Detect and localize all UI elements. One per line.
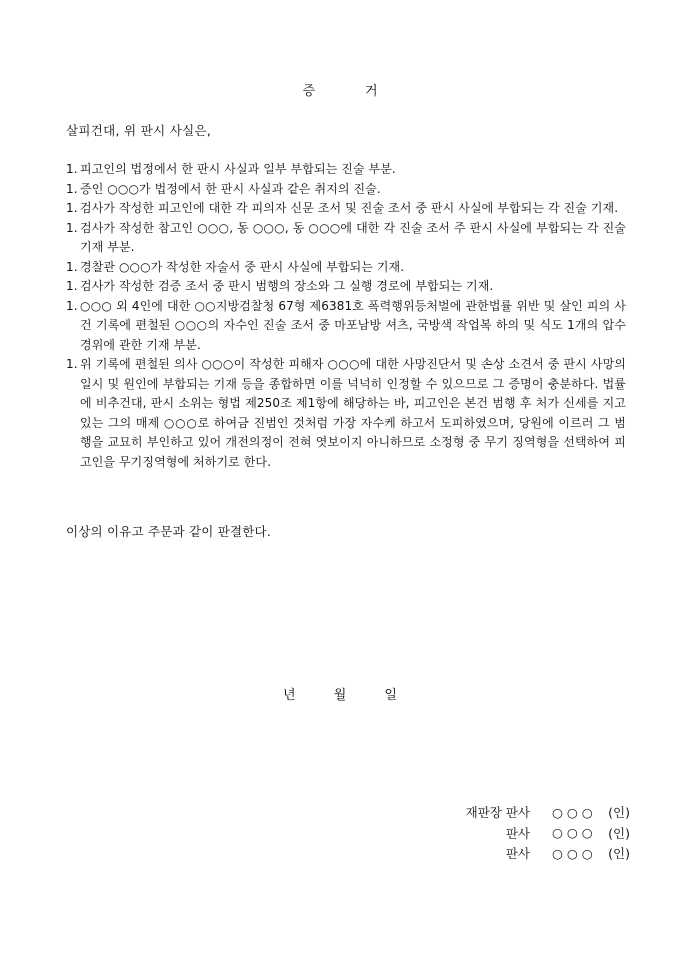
signature-row	[420, 843, 630, 864]
title-right-char: 거	[365, 84, 378, 99]
item-text: 위 기록에 편철된 의사 ○○○이 작성한 피해자 ○○○에 대한 사망진단서 및 손상 소견서 중 판시 사망의 일시 및 원인에 부합되는 기재 등을 종합하면 이를 넉넉히 인정할 수 있으므로 그 증명이 충분하다. 법률에 비추건대, 판시 소위는 형법 제250조 제1항에 해당하는 바, 피고인은 본건 범행 후 처가 신세를 지고 있는 그의 매제 ○○○로 하여금 진범인 것처럼 가장 자수케 하고서 도피하였으며, 당원에 이르러 그 범행을 교묘히 부인하고 있어 개전의정이 전혀 엿보이지 아니하므로 소정형 중 무기 징역형을 선택하여 피고인을 무기징역형에 처하기로 한다.	[80, 357, 626, 469]
item-number: 1.	[66, 162, 78, 176]
judge-name: ○ ○ ○	[552, 845, 593, 861]
evidence-item	[66, 160, 626, 180]
item-number: 1.	[66, 201, 78, 215]
date-year: 년	[283, 688, 296, 703]
judge-role: 판사	[505, 846, 530, 862]
judge-role: 재판장 판사	[465, 805, 530, 821]
item-text: 증인 ○○○가 법정에서 한 판시 사실과 같은 취지의 진술.	[80, 181, 381, 196]
item-number: 1.	[66, 220, 78, 235]
item-text: 경찰관 ○○○가 작성한 자술서 중 판시 사실에 부합되는 기재.	[80, 259, 405, 274]
item-number: 1.	[66, 181, 78, 196]
item-number: 1.	[66, 357, 78, 371]
item-number: 1.	[66, 298, 78, 313]
evidence-item	[66, 297, 626, 356]
date-month: 월	[333, 688, 347, 703]
seal-mark: (인)	[608, 805, 630, 821]
judge-name: ○ ○ ○	[552, 804, 593, 820]
intro-text: 살피건대, 위 판시 사실은,	[66, 123, 212, 138]
seal-mark: (인)	[608, 825, 630, 841]
signature-row	[420, 823, 630, 844]
item-text: 검사가 작성한 피고인에 대한 각 피의자 신문 조서 및 진술 조서 중 판시 사실에 부합되는 각 진술 기재.	[80, 201, 619, 215]
evidence-item	[66, 258, 626, 278]
evidence-item	[66, 355, 626, 472]
evidence-list	[66, 160, 626, 472]
date-day: 일	[384, 688, 397, 703]
item-text: 검사가 작성한 참고인 ○○○, 동 ○○○, 동 ○○○에 대한 각 진술 조서 주 판시 사실에 부합되는 각 진술 기재 부분.	[80, 220, 626, 254]
evidence-item	[66, 219, 626, 258]
signature-block	[420, 802, 630, 864]
document-title	[0, 80, 680, 99]
conclusion-text: 이상의 이유고 주문과 같이 판결한다.	[66, 524, 271, 539]
item-number: 1.	[66, 259, 78, 274]
judge-name: ○ ○ ○	[552, 825, 593, 841]
signature-row	[420, 802, 630, 823]
evidence-item	[66, 199, 626, 219]
item-text: 검사가 작성한 검증 조서 중 판시 범행의 장소와 그 실행 경로에 부합되는 기재.	[80, 279, 494, 293]
date-line	[0, 684, 680, 703]
title-left-char: 증	[302, 84, 315, 99]
item-text: 피고인의 법정에서 한 판시 사실과 일부 부합되는 진술 부분.	[80, 162, 396, 176]
judge-role: 판사	[505, 825, 530, 841]
item-text: ○○○ 외 4인에 대한 ○○지방검찰청 67형 제6381호 폭력행위등처벌에 관한법률 위반 및 살인 피의 사건 기록에 편철된 ○○○의 자수인 진술 조서 중 마포남방 셔츠, 국방색 작업복 하의 및 식도 1개의 압수 경위에 관한 기재 부분.	[80, 298, 626, 352]
seal-mark: (인)	[608, 846, 630, 862]
evidence-item	[66, 277, 626, 297]
evidence-item	[66, 180, 626, 200]
item-number: 1.	[66, 279, 78, 293]
